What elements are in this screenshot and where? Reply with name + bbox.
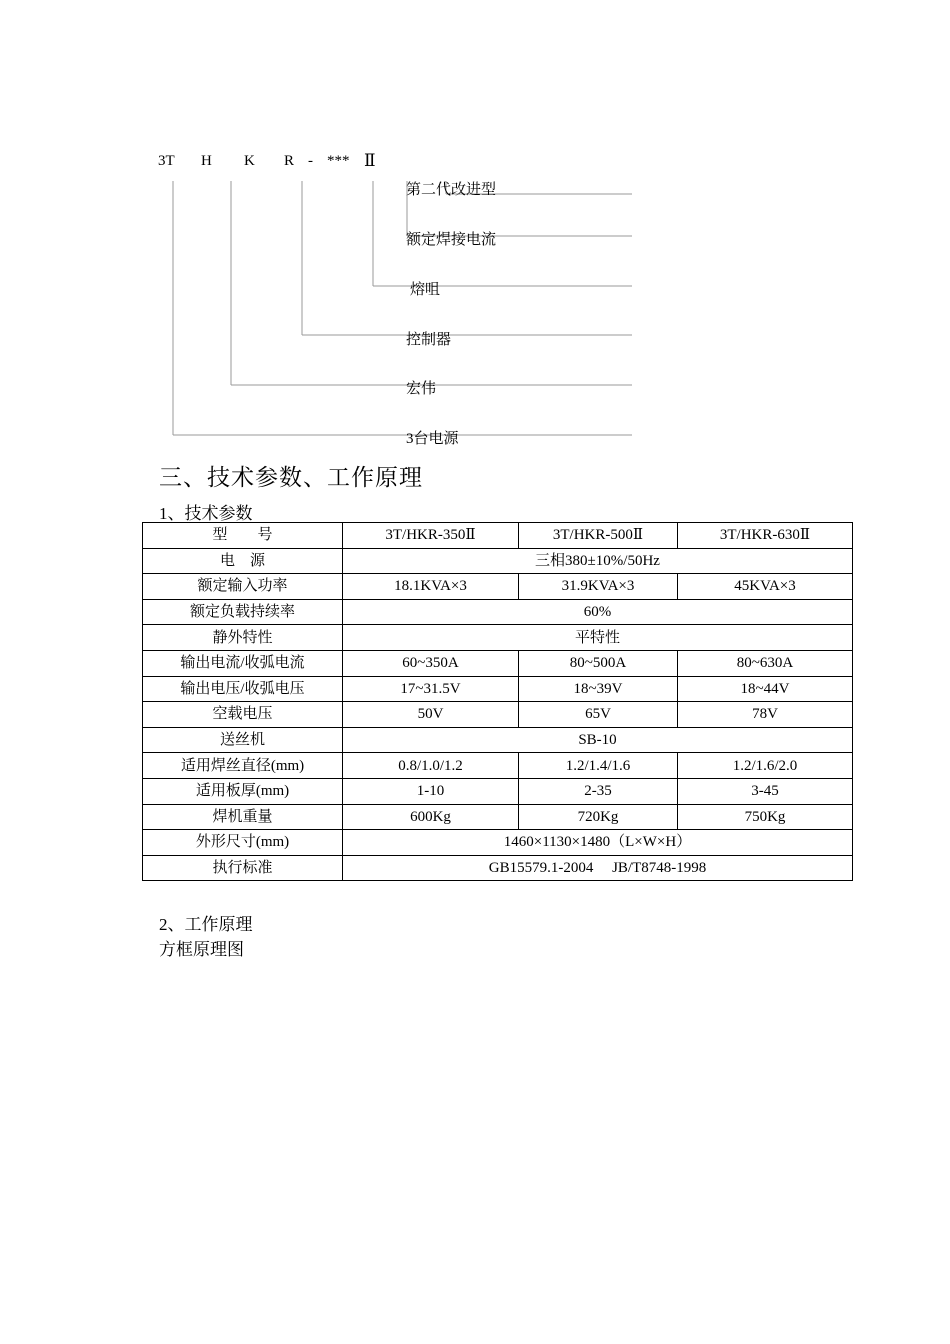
subsection-working-principle: 2、工作原理 (159, 915, 253, 934)
table-row (143, 599, 853, 625)
table-cell: 65V (519, 702, 678, 728)
code-part-k: K (244, 153, 255, 169)
table-cell: 80~500A (519, 650, 678, 676)
code-part-h: H (201, 153, 212, 169)
row-label: 空载电压 (143, 702, 343, 728)
table-cell: 18~44V (678, 676, 853, 702)
table-cell-merged: GB15579.1-2004 JB/T8748-1998 (343, 855, 853, 881)
table-row (143, 778, 853, 804)
row-label: 额定负载持续率 (143, 599, 343, 625)
label-rated-current: 额定焊接电流 (406, 232, 497, 248)
table-cell: 18.1KVA×3 (343, 574, 519, 600)
table-cell: 1.2/1.6/2.0 (678, 753, 853, 779)
section-title: 三、技术参数、工作原理 (159, 465, 423, 491)
code-part-generation: Ⅱ (364, 151, 376, 170)
label-power-sources: 3台电源 (406, 431, 459, 447)
row-label: 焊机重量 (143, 804, 343, 830)
row-label: 适用板厚(mm) (143, 778, 343, 804)
table-row (143, 574, 853, 600)
table-cell: 600Kg (343, 804, 519, 830)
label-controller: 控制器 (406, 332, 452, 348)
table-row (143, 676, 853, 702)
table-row (143, 830, 853, 856)
subsection-technical-params: 1、技术参数 (159, 504, 253, 523)
table-cell: 2-35 (519, 778, 678, 804)
table-cell: 0.8/1.0/1.2 (343, 753, 519, 779)
header-cell: 3T/HKR-630Ⅱ (678, 523, 853, 549)
table-row (143, 702, 853, 728)
table-cell: 18~39V (519, 676, 678, 702)
row-label: 执行标准 (143, 855, 343, 881)
row-label: 输出电压/收弧电压 (143, 676, 343, 702)
row-label: 额定输入功率 (143, 574, 343, 600)
code-part-3t: 3T (158, 153, 175, 169)
table-row (143, 548, 853, 574)
table-cell: 17~31.5V (343, 676, 519, 702)
block-diagram-caption: 方框原理图 (159, 940, 244, 959)
table-cell: 78V (678, 702, 853, 728)
row-label: 外形尺寸(mm) (143, 830, 343, 856)
table-cell: 720Kg (519, 804, 678, 830)
table-row (143, 650, 853, 676)
row-label: 电 源 (143, 548, 343, 574)
table-cell: 3-45 (678, 778, 853, 804)
row-label: 适用焊丝直径(mm) (143, 753, 343, 779)
label-generation: 第二代改进型 (406, 182, 497, 198)
table-cell: 60~350A (343, 650, 519, 676)
header-cell: 3T/HKR-500Ⅱ (519, 523, 678, 549)
table-cell-merged: 1460×1130×1480（L×W×H） (343, 830, 853, 856)
table-row (143, 855, 853, 881)
table-cell-merged: 三相380±10%/50Hz (343, 548, 853, 574)
header-cell: 3T/HKR-350Ⅱ (343, 523, 519, 549)
table-row (143, 753, 853, 779)
table-cell: 45KVA×3 (678, 574, 853, 600)
table-row (143, 804, 853, 830)
table-cell: 50V (343, 702, 519, 728)
code-part-dash: - (308, 153, 313, 169)
code-part-r: R (284, 153, 295, 169)
spec-table (142, 522, 853, 881)
table-cell-merged: 60% (343, 599, 853, 625)
table-cell: 750Kg (678, 804, 853, 830)
table-cell: 31.9KVA×3 (519, 574, 678, 600)
row-label: 静外特性 (143, 625, 343, 651)
table-cell-merged: 平特性 (343, 625, 853, 651)
table-cell: 1-10 (343, 778, 519, 804)
label-nozzle: 熔咀 (410, 282, 441, 298)
table-row (143, 727, 853, 753)
table-cell-merged: SB-10 (343, 727, 853, 753)
code-part-stars: *** (327, 153, 350, 169)
header-cell: 型 号 (143, 523, 343, 549)
table-header-row (143, 523, 853, 549)
label-brand: 宏伟 (406, 381, 437, 397)
table-cell: 1.2/1.4/1.6 (519, 753, 678, 779)
row-label: 输出电流/收弧电流 (143, 650, 343, 676)
row-label: 送丝机 (143, 727, 343, 753)
table-cell: 80~630A (678, 650, 853, 676)
table-row (143, 625, 853, 651)
